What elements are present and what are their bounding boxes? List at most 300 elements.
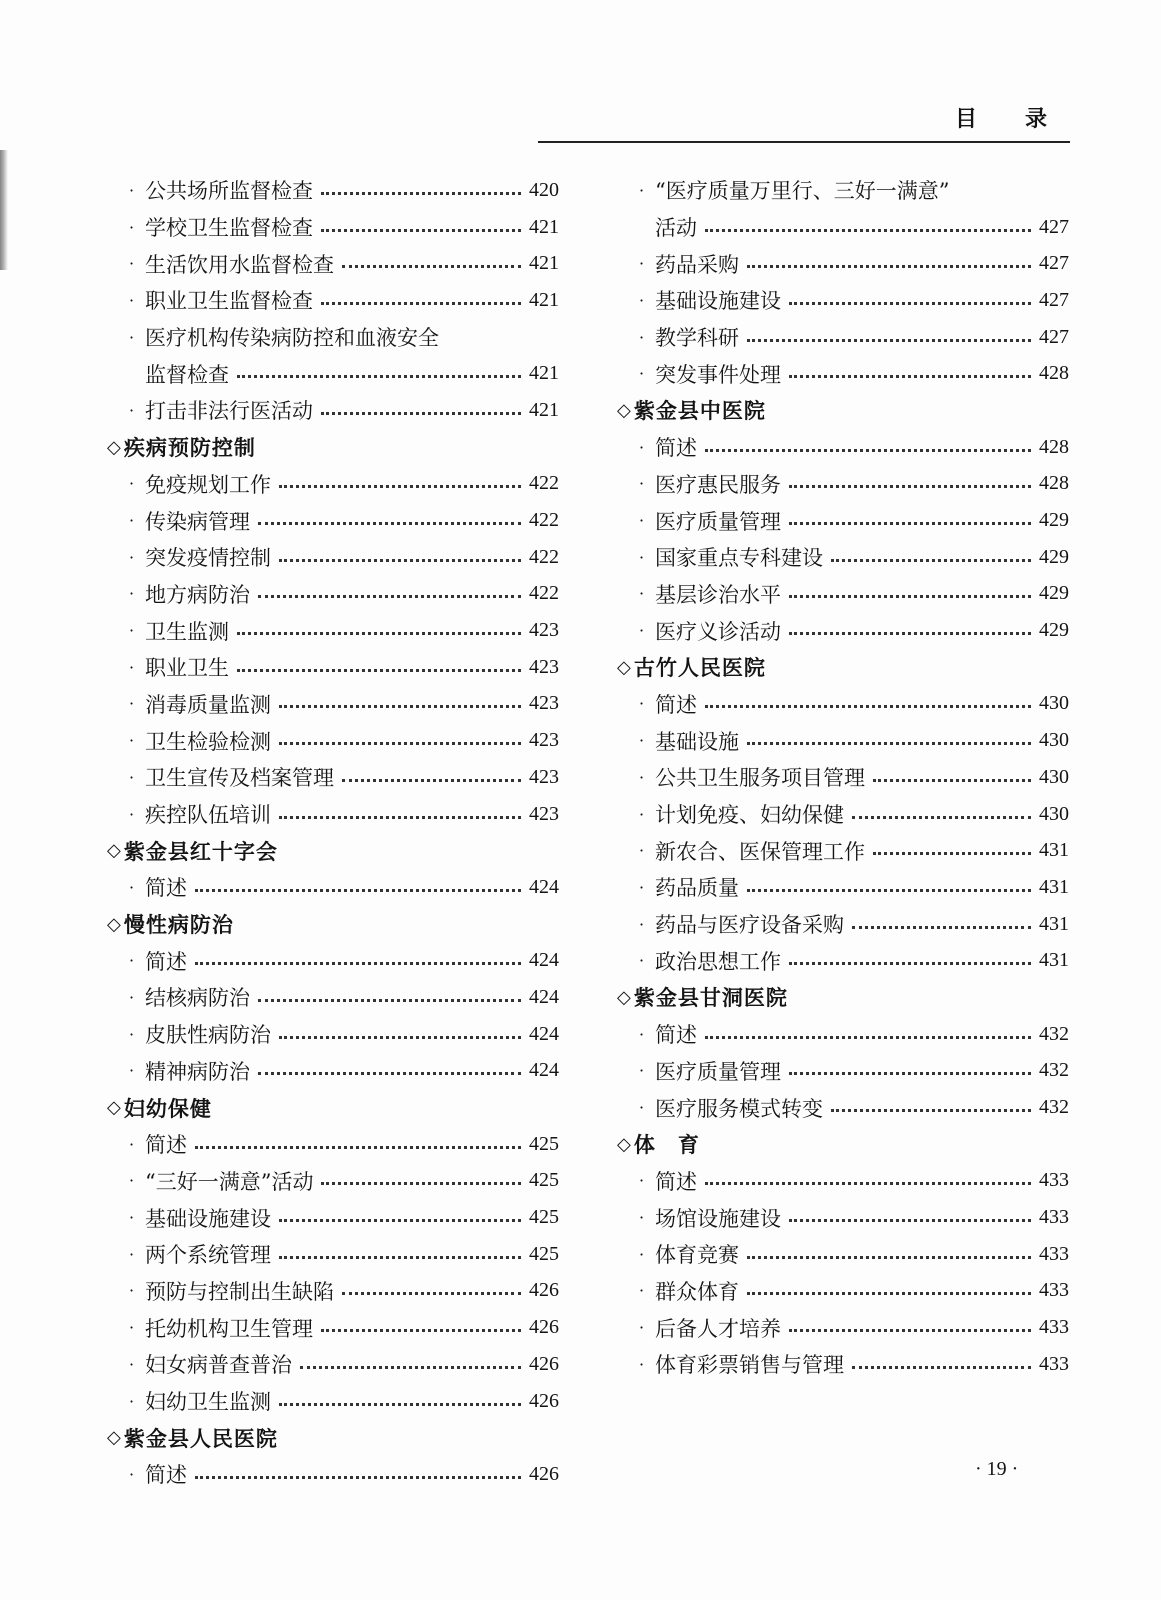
toc-entry[interactable] xyxy=(617,1053,1069,1090)
entry-title: 公共场所监督检查 xyxy=(145,179,313,204)
toc-entry[interactable] xyxy=(617,576,1069,613)
entry-title: 两个系统管理 xyxy=(145,1243,271,1268)
dot-leader xyxy=(258,522,521,525)
header-char-1: 目 xyxy=(955,107,978,132)
bullet-icon: · xyxy=(129,474,135,494)
entry-page-number: 431 xyxy=(1039,875,1069,898)
entry-page-number: 429 xyxy=(1039,582,1069,605)
entry-title: 药品采购 xyxy=(655,252,739,277)
bullet-icon: · xyxy=(129,804,135,824)
entry-title: 后备人才培养 xyxy=(655,1316,781,1341)
bullet-icon: · xyxy=(639,474,645,494)
dot-leader xyxy=(321,192,521,195)
entry-page-number: 426 xyxy=(529,1462,559,1485)
entry-title: 预防与控制出生缺陷 xyxy=(145,1279,334,1304)
bullet-icon: · xyxy=(129,1024,135,1044)
toc-entry[interactable] xyxy=(107,466,559,503)
bullet-icon: · xyxy=(129,217,135,237)
entry-title: 结核病防治 xyxy=(145,986,250,1011)
dot-leader xyxy=(342,779,521,782)
toc-entry[interactable] xyxy=(107,576,559,613)
entry-title: 传染病管理 xyxy=(145,509,250,534)
entry-title: 医疗义诊活动 xyxy=(655,619,781,644)
diamond-icon: ◇ xyxy=(617,399,632,421)
entry-title: 地方病防治 xyxy=(145,582,250,607)
toc-entry[interactable] xyxy=(617,869,1069,906)
entry-page-number: 423 xyxy=(529,802,559,825)
entry-title: 简述 xyxy=(145,876,187,901)
toc-entry[interactable] xyxy=(107,1383,559,1420)
bullet-icon: · xyxy=(639,290,645,310)
entry-title: 卫生检验检测 xyxy=(145,729,271,754)
bullet-icon: · xyxy=(639,1171,645,1191)
toc-entry[interactable] xyxy=(107,979,559,1016)
bullet-icon: · xyxy=(129,1354,135,1374)
entry-page-number: 427 xyxy=(1039,325,1069,348)
entry-title: 皮肤性病防治 xyxy=(145,1023,271,1048)
scan-edge-artifact xyxy=(0,150,8,270)
bullet-icon: · xyxy=(129,657,135,677)
dot-leader xyxy=(195,962,521,965)
entry-title: 打击非法行医活动 xyxy=(145,399,313,424)
entry-page-number: 423 xyxy=(529,655,559,678)
entry-page-number: 423 xyxy=(529,729,559,752)
toc-entry[interactable] xyxy=(107,1346,559,1383)
toc-entry[interactable] xyxy=(107,1016,559,1053)
toc-entry[interactable] xyxy=(107,319,559,356)
dot-leader xyxy=(237,669,521,672)
bullet-icon: · xyxy=(639,327,645,347)
page-number: · 19 · xyxy=(975,1458,1019,1480)
entry-page-number: 433 xyxy=(1039,1316,1069,1339)
toc-entry[interactable] xyxy=(107,1309,559,1346)
entry-title: 简述 xyxy=(655,1023,697,1048)
entry-page-number: 433 xyxy=(1039,1206,1069,1229)
entry-title: 托幼机构卫生管理 xyxy=(145,1316,313,1341)
toc-entry[interactable] xyxy=(617,209,1069,246)
dot-leader xyxy=(789,485,1031,488)
toc-entry[interactable] xyxy=(107,172,559,209)
dot-leader xyxy=(237,375,521,378)
toc-entry[interactable] xyxy=(617,282,1069,319)
entry-page-number: 422 xyxy=(529,582,559,605)
entry-page-number: 424 xyxy=(529,1022,559,1045)
dot-leader xyxy=(342,265,521,268)
bullet-icon: · xyxy=(639,584,645,604)
dot-leader xyxy=(279,816,521,819)
entry-page-number: 423 xyxy=(529,765,559,788)
dot-leader xyxy=(195,889,521,892)
bullet-icon: · xyxy=(639,877,645,897)
toc-section-heading[interactable] xyxy=(617,979,1069,1016)
entry-page-number: 421 xyxy=(529,215,559,238)
toc-entry[interactable] xyxy=(617,832,1069,869)
dot-leader xyxy=(789,302,1031,305)
entry-page-number: 433 xyxy=(1039,1242,1069,1265)
dot-leader xyxy=(321,1329,521,1332)
toc-entry[interactable] xyxy=(107,282,559,319)
dot-leader xyxy=(300,1366,521,1369)
dot-leader xyxy=(747,265,1031,268)
section-title: 妇幼保健 xyxy=(123,1096,212,1121)
toc-entry[interactable] xyxy=(107,759,559,796)
bullet-icon: · xyxy=(639,547,645,567)
entry-title: 群众体育 xyxy=(655,1279,739,1304)
entry-page-number: 422 xyxy=(529,545,559,568)
entry-page-number: 431 xyxy=(1039,949,1069,972)
toc-entry[interactable] xyxy=(617,796,1069,833)
entry-title: 突发事件处理 xyxy=(655,362,781,387)
entry-title: 疾控队伍培训 xyxy=(145,803,271,828)
section-title: 古竹人民医院 xyxy=(633,656,766,681)
dot-leader xyxy=(279,1256,521,1259)
toc-entry[interactable] xyxy=(107,1053,559,1090)
entry-page-number: 433 xyxy=(1039,1352,1069,1375)
dot-leader xyxy=(873,779,1031,782)
bullet-icon: · xyxy=(639,1354,645,1374)
entry-title: 生活饮用水监督检查 xyxy=(145,252,334,277)
entry-page-number: 426 xyxy=(529,1279,559,1302)
dot-leader xyxy=(258,595,521,598)
entry-title: 精神病防治 xyxy=(145,1059,250,1084)
toc-entry[interactable] xyxy=(107,1236,559,1273)
entry-title: 简述 xyxy=(655,692,697,717)
entry-title: 医疗质量管理 xyxy=(655,1059,781,1084)
toc-entry[interactable] xyxy=(107,1456,559,1493)
bullet-icon: · xyxy=(639,1024,645,1044)
bullet-icon: · xyxy=(639,364,645,384)
entry-page-number: 424 xyxy=(529,875,559,898)
entry-page-number: 421 xyxy=(529,288,559,311)
bullet-icon: · xyxy=(129,400,135,420)
entry-title: 基础设施 xyxy=(655,729,739,754)
entry-title: 简述 xyxy=(655,1169,697,1194)
bullet-icon: · xyxy=(129,694,135,714)
entry-title: 妇幼卫生监测 xyxy=(145,1390,271,1415)
toc-entry[interactable] xyxy=(617,502,1069,539)
entry-page-number: 430 xyxy=(1039,729,1069,752)
entry-page-number: 426 xyxy=(529,1316,559,1339)
toc-entry[interactable] xyxy=(617,172,1069,209)
entry-title: 医疗质量管理 xyxy=(655,509,781,534)
bullet-icon: · xyxy=(639,951,645,971)
entry-title: 医疗惠民服务 xyxy=(655,472,781,497)
dot-leader xyxy=(321,1182,521,1185)
entry-title: 消毒质量监测 xyxy=(145,692,271,717)
dot-leader xyxy=(321,302,521,305)
dot-leader xyxy=(279,742,521,745)
toc-section-heading[interactable] xyxy=(617,392,1069,429)
toc-entry[interactable] xyxy=(107,869,559,906)
toc-entry[interactable] xyxy=(107,209,559,246)
entry-page-number: 424 xyxy=(529,985,559,1008)
dot-leader xyxy=(258,999,521,1002)
entry-page-number: 425 xyxy=(529,1242,559,1265)
toc-entry[interactable] xyxy=(617,1199,1069,1236)
entry-page-number: 425 xyxy=(529,1169,559,1192)
dot-leader xyxy=(705,449,1031,452)
entry-page-number: 425 xyxy=(529,1132,559,1155)
dot-leader xyxy=(321,412,521,415)
entry-title: 突发疫情控制 xyxy=(145,546,271,571)
bullet-icon: · xyxy=(129,290,135,310)
toc-entry[interactable] xyxy=(617,355,1069,392)
header-rule xyxy=(538,141,1070,143)
entry-page-number: 427 xyxy=(1039,215,1069,238)
section-title: 疾病预防控制 xyxy=(123,436,256,461)
toc-entry[interactable] xyxy=(107,612,559,649)
entry-page-number: 420 xyxy=(529,178,559,201)
toc-entry[interactable] xyxy=(107,1126,559,1163)
entry-page-number: 421 xyxy=(529,252,559,275)
dot-leader xyxy=(279,1036,521,1039)
entry-title: 新农合、医保管理工作 xyxy=(655,839,865,864)
entry-page-number: 433 xyxy=(1039,1279,1069,1302)
dot-leader xyxy=(873,852,1031,855)
dot-leader xyxy=(342,1292,521,1295)
bullet-icon: · xyxy=(129,951,135,971)
entry-title: 教学科研 xyxy=(655,326,739,351)
entry-title: 政治思想工作 xyxy=(655,949,781,974)
toc-entry[interactable] xyxy=(617,319,1069,356)
toc-entry[interactable] xyxy=(617,612,1069,649)
dot-leader xyxy=(237,632,521,635)
bullet-icon: · xyxy=(129,731,135,751)
entry-page-number: 430 xyxy=(1039,692,1069,715)
running-header-title xyxy=(955,102,1047,133)
bullet-icon: · xyxy=(129,1244,135,1264)
dot-leader xyxy=(321,229,521,232)
dot-leader xyxy=(789,1072,1031,1075)
entry-page-number: 423 xyxy=(529,692,559,715)
bullet-icon: · xyxy=(129,254,135,274)
bullet-icon: · xyxy=(639,1318,645,1338)
toc-entry[interactable] xyxy=(107,1273,559,1310)
entry-title: 药品与医疗设备采购 xyxy=(655,913,844,938)
entry-title: 监督检查 xyxy=(145,362,229,387)
toc-section-heading[interactable] xyxy=(107,1089,559,1126)
section-title: 紫金县红十字会 xyxy=(123,839,278,864)
entry-title: 场馆设施建设 xyxy=(655,1206,781,1231)
toc-entry[interactable] xyxy=(617,1163,1069,1200)
bullet-icon: · xyxy=(639,621,645,641)
toc-entry[interactable] xyxy=(107,245,559,282)
toc-entry[interactable] xyxy=(107,502,559,539)
entry-page-number: 423 xyxy=(529,619,559,642)
section-title: 紫金县甘洞医院 xyxy=(633,986,788,1011)
bullet-icon: · xyxy=(639,511,645,531)
entry-title: 简述 xyxy=(145,949,187,974)
bullet-icon: · xyxy=(639,1244,645,1264)
entry-page-number: 421 xyxy=(529,398,559,421)
entry-title: 计划免疫、妇幼保健 xyxy=(655,803,844,828)
entry-page-number: 421 xyxy=(529,362,559,385)
dot-leader xyxy=(789,522,1031,525)
toc-entry[interactable] xyxy=(107,392,559,429)
toc-entry[interactable] xyxy=(617,245,1069,282)
dot-leader xyxy=(852,926,1031,929)
entry-page-number: 427 xyxy=(1039,252,1069,275)
entry-page-number: 427 xyxy=(1039,288,1069,311)
entry-page-number: 424 xyxy=(529,1059,559,1082)
dot-leader xyxy=(258,1072,521,1075)
bullet-icon: · xyxy=(129,1318,135,1338)
dot-leader xyxy=(705,1036,1031,1039)
dot-leader xyxy=(747,889,1031,892)
entry-title: 体育彩票销售与管理 xyxy=(655,1353,844,1378)
dot-leader xyxy=(789,375,1031,378)
toc-section-heading[interactable] xyxy=(617,1126,1069,1163)
bullet-icon: · xyxy=(129,1281,135,1301)
dot-leader xyxy=(747,1292,1031,1295)
bullet-icon: · xyxy=(639,767,645,787)
toc-entry[interactable] xyxy=(617,1346,1069,1383)
entry-title: “医疗质量万里行、三好一满意” xyxy=(655,179,950,204)
toc-section-heading[interactable] xyxy=(107,429,559,466)
toc-entry[interactable] xyxy=(617,722,1069,759)
dot-leader xyxy=(852,816,1031,819)
toc-entry[interactable] xyxy=(107,722,559,759)
bullet-icon: · xyxy=(639,180,645,200)
toc-entry[interactable] xyxy=(617,1309,1069,1346)
dot-leader xyxy=(195,1476,521,1479)
bullet-icon: · xyxy=(129,1171,135,1191)
bullet-icon: · xyxy=(129,877,135,897)
dot-leader xyxy=(747,742,1031,745)
entry-page-number: 432 xyxy=(1039,1059,1069,1082)
toc-entry[interactable] xyxy=(617,429,1069,466)
dot-leader xyxy=(279,705,521,708)
bullet-icon: · xyxy=(639,1208,645,1228)
entry-title: 职业卫生 xyxy=(145,656,229,681)
entry-page-number: 426 xyxy=(529,1352,559,1375)
section-title: 紫金县人民医院 xyxy=(123,1426,278,1451)
toc-entry[interactable] xyxy=(617,942,1069,979)
entry-title: 国家重点专科建设 xyxy=(655,546,823,571)
bullet-icon: · xyxy=(639,841,645,861)
entry-title: 简述 xyxy=(145,1133,187,1158)
bullet-icon: · xyxy=(129,547,135,567)
entry-title: 简述 xyxy=(655,436,697,461)
entry-page-number: 429 xyxy=(1039,509,1069,532)
entry-page-number: 428 xyxy=(1039,362,1069,385)
toc-entry[interactable] xyxy=(617,1236,1069,1273)
toc-entry[interactable] xyxy=(107,649,559,686)
entry-page-number: 430 xyxy=(1039,765,1069,788)
dot-leader xyxy=(279,485,521,488)
entry-page-number: 432 xyxy=(1039,1022,1069,1045)
bullet-icon: · xyxy=(129,1464,135,1484)
entry-title: “三好一满意”活动 xyxy=(145,1169,314,1194)
bullet-icon: · xyxy=(129,180,135,200)
dot-leader xyxy=(279,1403,521,1406)
bullet-icon: · xyxy=(639,437,645,457)
bullet-icon: · xyxy=(639,1098,645,1118)
toc-right-column xyxy=(617,172,1069,1383)
toc-left-column xyxy=(107,172,559,1493)
toc-entry[interactable] xyxy=(617,539,1069,576)
entry-page-number: 426 xyxy=(529,1389,559,1412)
toc-section-heading[interactable] xyxy=(107,832,559,869)
entry-page-number: 428 xyxy=(1039,435,1069,458)
diamond-icon: ◇ xyxy=(617,1133,632,1155)
toc-entry[interactable] xyxy=(107,686,559,723)
diamond-icon: ◇ xyxy=(617,656,632,678)
entry-title: 医疗服务模式转变 xyxy=(655,1096,823,1121)
toc-entry[interactable] xyxy=(107,942,559,979)
toc-entry[interactable] xyxy=(617,1089,1069,1126)
bullet-icon: · xyxy=(129,327,135,347)
dot-leader xyxy=(789,962,1031,965)
entry-title: 简述 xyxy=(145,1463,187,1488)
toc-entry[interactable] xyxy=(107,1199,559,1236)
diamond-icon: ◇ xyxy=(107,913,122,935)
toc-entry[interactable] xyxy=(617,906,1069,943)
entry-title: 妇女病普查普治 xyxy=(145,1353,292,1378)
entry-title: 公共卫生服务项目管理 xyxy=(655,766,865,791)
bullet-icon: · xyxy=(129,1391,135,1411)
dot-leader xyxy=(705,705,1031,708)
entry-title: 职业卫生监督检查 xyxy=(145,289,313,314)
dot-leader xyxy=(789,1329,1031,1332)
dot-leader xyxy=(789,1219,1031,1222)
toc-entry[interactable] xyxy=(617,466,1069,503)
entry-title: 免疫规划工作 xyxy=(145,472,271,497)
bullet-icon: · xyxy=(129,584,135,604)
entry-page-number: 429 xyxy=(1039,619,1069,642)
section-title: 体 育 xyxy=(633,1133,700,1158)
entry-title: 卫生宣传及档案管理 xyxy=(145,766,334,791)
dot-leader xyxy=(195,1146,521,1149)
section-title: 慢性病防治 xyxy=(123,913,234,938)
bullet-icon: · xyxy=(639,1281,645,1301)
toc-entry[interactable] xyxy=(107,796,559,833)
bullet-icon: · xyxy=(129,1134,135,1154)
entry-page-number: 432 xyxy=(1039,1096,1069,1119)
dot-leader xyxy=(705,1182,1031,1185)
dot-leader xyxy=(831,1109,1031,1112)
dot-leader xyxy=(279,1219,521,1222)
toc-entry[interactable] xyxy=(617,759,1069,796)
entry-page-number: 424 xyxy=(529,949,559,972)
entry-title: 药品质量 xyxy=(655,876,739,901)
entry-page-number: 429 xyxy=(1039,545,1069,568)
entry-title: 卫生监测 xyxy=(145,619,229,644)
entry-page-number: 431 xyxy=(1039,912,1069,935)
entry-page-number: 422 xyxy=(529,509,559,532)
dot-leader xyxy=(852,1366,1031,1369)
section-title: 紫金县中医院 xyxy=(633,399,766,424)
bullet-icon: · xyxy=(129,767,135,787)
bullet-icon: · xyxy=(129,511,135,531)
toc-section-heading[interactable] xyxy=(107,1419,559,1456)
toc-entry[interactable] xyxy=(617,1273,1069,1310)
toc-entry[interactable] xyxy=(617,1016,1069,1053)
entry-title: 学校卫生监督检查 xyxy=(145,216,313,241)
toc-section-heading[interactable] xyxy=(107,906,559,943)
toc-section-heading[interactable] xyxy=(617,649,1069,686)
toc-entry[interactable] xyxy=(107,1163,559,1200)
bullet-icon: · xyxy=(639,914,645,934)
toc-entry[interactable] xyxy=(107,355,559,392)
toc-entry[interactable] xyxy=(107,539,559,576)
bullet-icon: · xyxy=(639,804,645,824)
entry-page-number: 428 xyxy=(1039,472,1069,495)
toc-entry[interactable] xyxy=(617,686,1069,723)
bullet-icon: · xyxy=(639,1061,645,1081)
entry-title: 体育竞赛 xyxy=(655,1243,739,1268)
diamond-icon: ◇ xyxy=(107,1427,122,1449)
